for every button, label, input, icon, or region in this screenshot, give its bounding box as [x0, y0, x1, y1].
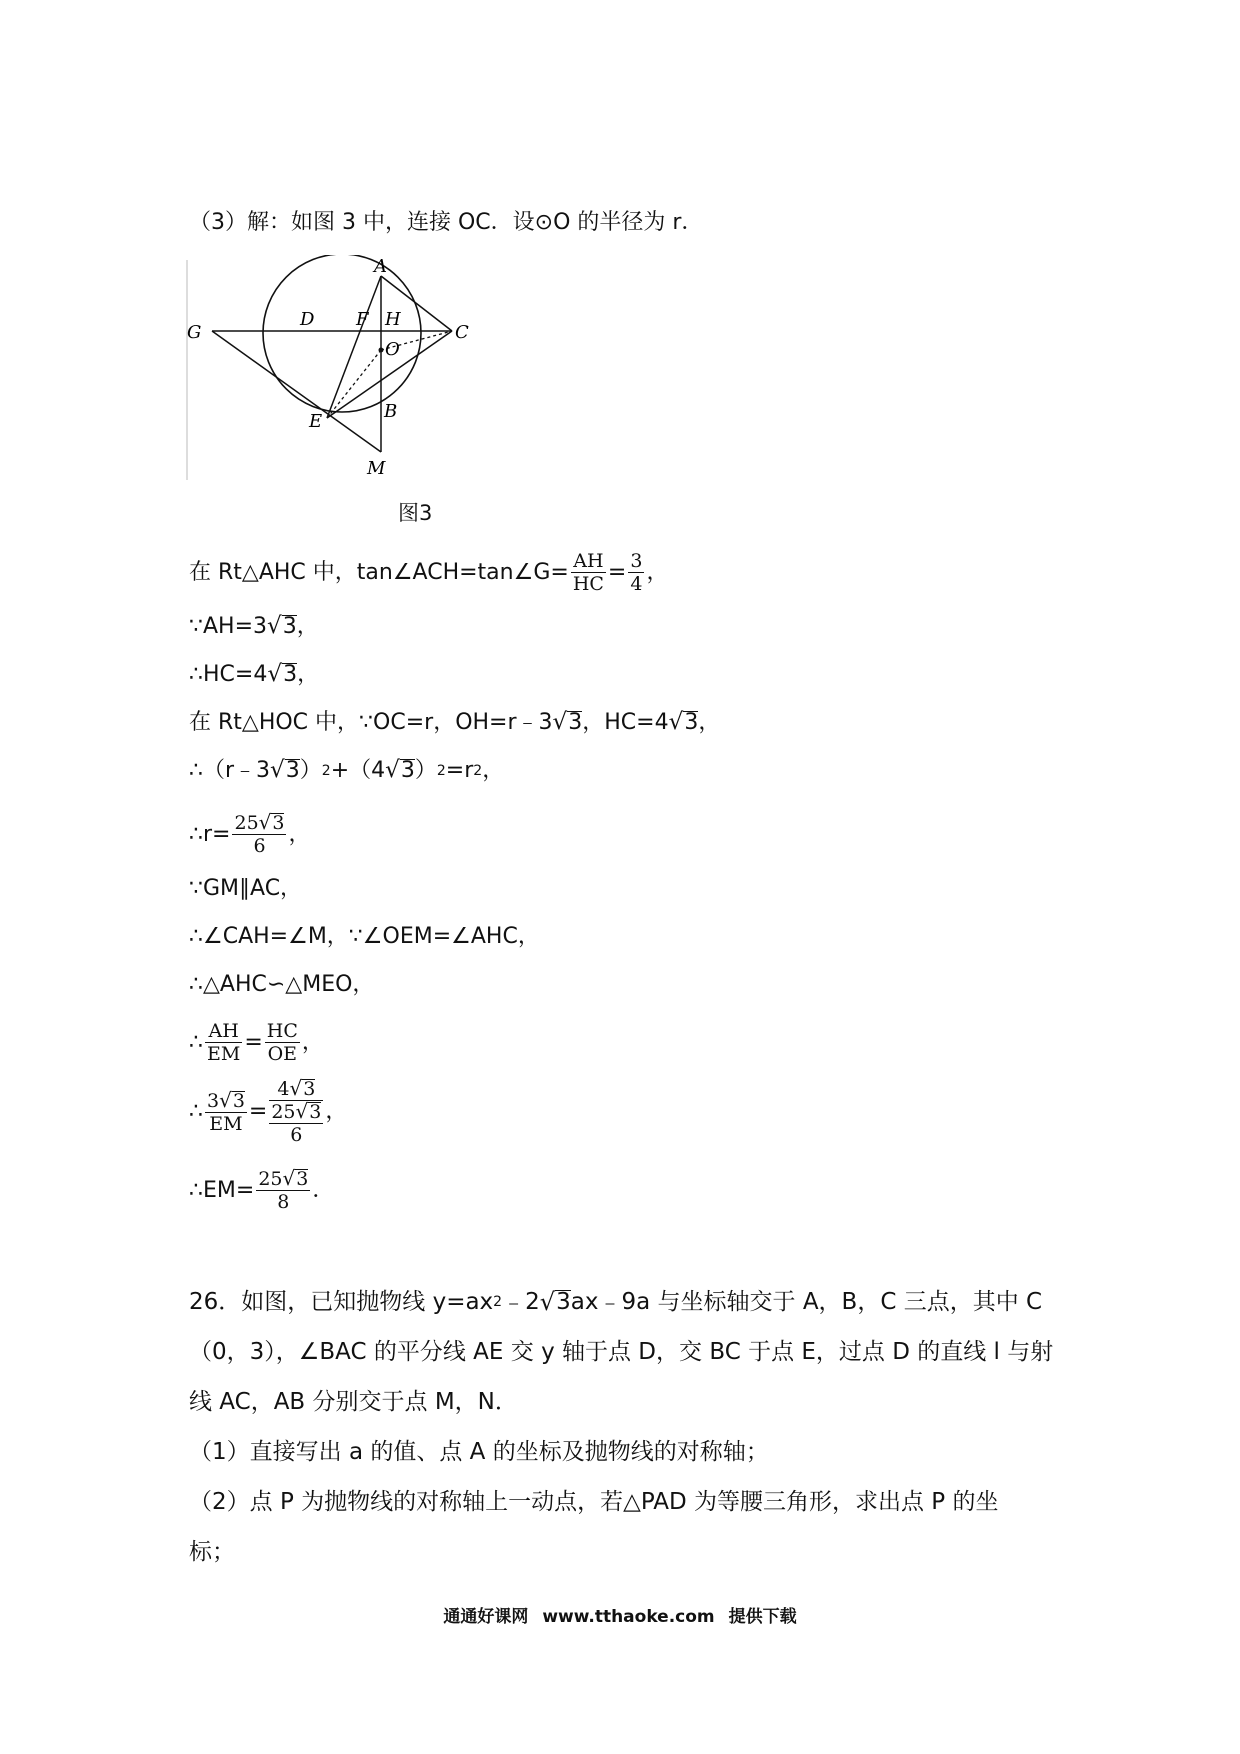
problem-26-part-2-cont: 标；	[189, 1539, 235, 1565]
denominator: 4	[630, 573, 643, 595]
radicand: 3	[283, 662, 298, 688]
denominator: 8	[277, 1191, 290, 1213]
step-4	[189, 708, 720, 738]
step-11	[189, 1078, 347, 1146]
step-2	[189, 612, 319, 642]
step-text: ∴HC=4	[189, 662, 268, 687]
fraction	[205, 1020, 242, 1065]
problem-26-line-3: 线 AC，AB 分别交于点 M，N．	[189, 1389, 518, 1415]
step-3	[189, 660, 319, 690]
step-text: ∴EM=	[189, 1177, 255, 1203]
step-text: ）	[414, 758, 437, 783]
equals: =	[607, 559, 627, 585]
sqrt: √ 3	[270, 757, 300, 784]
label-b: B	[384, 401, 398, 422]
step-6	[189, 812, 311, 857]
punct: ．	[312, 1177, 335, 1203]
step-12	[189, 1168, 334, 1213]
sqrt: √ 3	[668, 709, 699, 736]
radicand: 3	[400, 758, 415, 784]
segment-gm	[212, 331, 381, 452]
punct: ，	[646, 559, 669, 585]
sqrt: √ 3	[267, 661, 298, 688]
step-text: ∴	[189, 1029, 203, 1055]
sqrt: √ 3	[267, 613, 297, 640]
punct: ，	[698, 710, 721, 735]
step-text: ，HC=4	[582, 710, 669, 735]
step-text: +（4	[330, 758, 386, 783]
punct: ，	[288, 821, 311, 847]
label-g: G	[187, 322, 202, 343]
numerator: 3 √ 3	[207, 1087, 245, 1112]
label-a: A	[374, 256, 387, 277]
figure-caption: 图3	[398, 501, 433, 525]
label-d: D	[300, 309, 315, 330]
fraction	[205, 1087, 247, 1135]
radicand: 3	[568, 710, 583, 736]
punct: ，	[297, 662, 320, 687]
step-text: ∴（r﹣3	[189, 758, 271, 783]
step-text: ）	[299, 758, 322, 783]
fraction	[628, 550, 644, 595]
numerator: AH	[208, 1020, 239, 1042]
numerator: 25 √ 3	[258, 1166, 309, 1190]
punct: ，	[325, 1099, 348, 1124]
step-5	[189, 756, 504, 786]
numerator: 4 √ 3	[277, 1076, 316, 1100]
fraction	[571, 550, 606, 595]
denominator: OE	[267, 1043, 298, 1065]
point-o	[379, 348, 384, 353]
punct: ，	[296, 614, 319, 639]
exponent: 2	[473, 763, 483, 779]
denominator: 6	[290, 1124, 303, 1146]
sqrt: √ 3	[539, 1287, 571, 1316]
fraction	[232, 812, 286, 857]
fraction	[265, 1020, 300, 1065]
exponent: 2	[493, 1294, 503, 1310]
numerator: AH	[573, 550, 604, 572]
punct: ，	[301, 1029, 324, 1055]
denominator: EM	[207, 1043, 241, 1065]
step-9: ∴△AHC∽△MEO，	[189, 972, 375, 997]
problem-26-part-2: （2）点 P 为抛物线的对称轴上一动点，若△PAD 为等腰三角形，求出点 P 的坐	[189, 1489, 999, 1515]
step-text: =r	[445, 758, 474, 783]
radicand: 3	[285, 758, 300, 784]
segment-ae	[327, 276, 381, 418]
circle-o	[263, 255, 421, 412]
numerator: 3	[630, 550, 643, 572]
problem-26-part-1: （1）直接写出 a 的值、点 A 的坐标及抛物线的对称轴；	[189, 1439, 769, 1465]
problem-text: ﹣2	[502, 1289, 540, 1315]
label-o: O	[385, 339, 400, 360]
step-text: ∵AH=3	[189, 614, 268, 639]
punct: ，	[482, 758, 505, 783]
problem-text: 26．如图，已知抛物线 y=ax	[189, 1289, 494, 1315]
footer-url[interactable]: www.tthaoke.com	[542, 1607, 715, 1627]
solution-intro: （3）解：如图 3 中，连接 OC．设⊙O 的半径为 r．	[189, 210, 704, 235]
equals: =	[244, 1029, 263, 1055]
step-8: ∴∠CAH=∠M，∵∠OEM=∠AHC，	[189, 924, 540, 949]
fraction	[256, 1168, 310, 1213]
numerator: HC	[266, 1020, 298, 1042]
label-h: H	[385, 309, 401, 330]
geometry-figure	[185, 255, 485, 489]
problem-text: ax﹣9a 与坐标轴交于 A，B，C 三点，其中 C	[570, 1289, 1043, 1315]
radicand: 3	[556, 1288, 571, 1315]
step-text: ∴r=	[189, 821, 231, 847]
denominator: 6	[253, 835, 266, 857]
sqrt: √ 3	[552, 709, 583, 736]
step-text: 在 Rt△AHC 中，tan∠ACH=tan∠G=	[189, 559, 569, 585]
equals: =	[248, 1099, 268, 1124]
step-7: ∵GM∥AC，	[189, 876, 303, 901]
numerator: 25 √ 3	[234, 810, 285, 834]
step-text: ∴	[189, 1099, 203, 1124]
footer-site: 通通好课网	[443, 1607, 529, 1627]
complex-fraction	[269, 1078, 323, 1146]
numerator: 25 √ 3	[271, 1099, 322, 1123]
step-text: 在 Rt△HOC 中，∵OC=r，OH=r﹣3	[189, 710, 553, 735]
denominator: HC	[572, 573, 604, 595]
problem-26-line-1	[189, 1287, 1042, 1317]
step-10	[189, 1020, 324, 1065]
problem-26-line-2: （0，3），∠BAC 的平分线 AE 交 y 轴于点 D，交 BC 于点 E，过点 D 的直线 l 与射	[189, 1339, 1054, 1365]
segment-oe	[327, 350, 381, 418]
radicand: 3	[684, 710, 699, 736]
footer-suffix: 提供下载	[728, 1607, 797, 1627]
label-e: E	[309, 411, 323, 432]
exponent: 2	[321, 763, 331, 779]
denominator: EM	[209, 1112, 243, 1135]
label-m: M	[367, 458, 386, 479]
label-c: C	[455, 322, 469, 343]
sqrt: √ 3	[385, 757, 415, 784]
step-1	[189, 550, 668, 595]
inner-fraction	[269, 1101, 323, 1146]
exponent: 2	[436, 763, 446, 779]
radicand: 3	[282, 614, 297, 640]
figure-3-diagram	[185, 255, 485, 485]
page-footer	[0, 1602, 1240, 1627]
label-f: F	[356, 309, 369, 330]
